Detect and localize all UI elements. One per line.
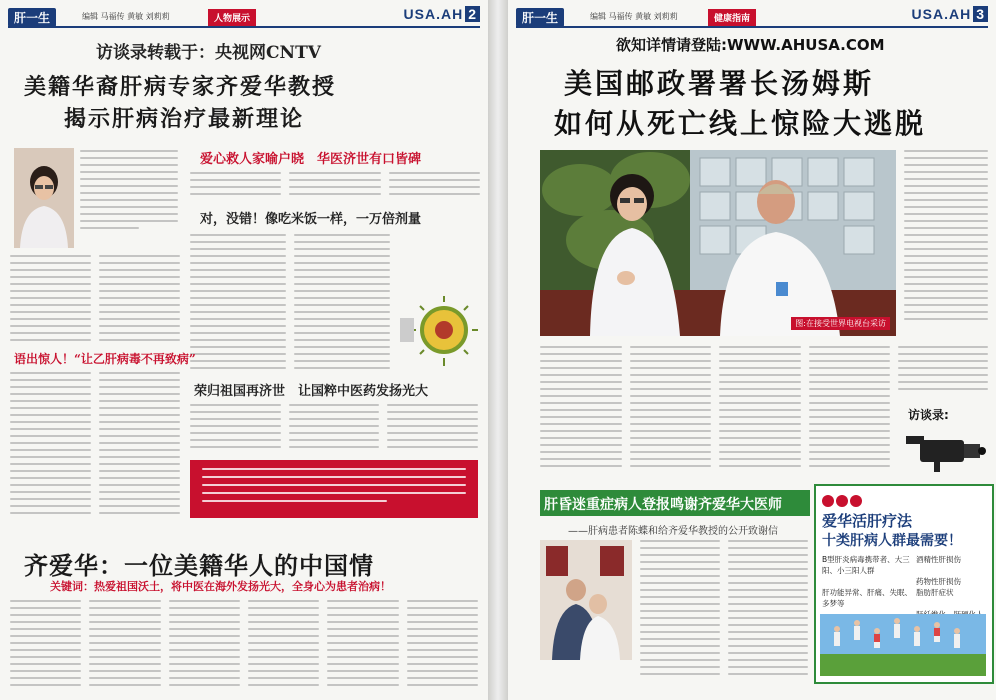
left-subheading-2: 对，没错！像吃米饭一样，一万倍剂量 xyxy=(200,212,422,227)
interview-photo xyxy=(540,150,896,336)
right-section-tag: 健康指南 xyxy=(708,9,756,26)
green-banner-subtitle: ——肝病患者陈蝶和给齐爱华教授的公开致谢信 xyxy=(568,526,778,537)
right-editor-line: 编辑 马福传 黄敏 刘莉莉 xyxy=(590,12,678,21)
contact-info-box xyxy=(190,460,478,518)
virus-cell-icon xyxy=(398,296,480,366)
left-body-text-right-lower xyxy=(190,404,478,452)
interview-scene-illustration xyxy=(540,150,896,336)
list-item-right: 脂肪肝症状 xyxy=(916,588,954,597)
professor-portrait-illustration xyxy=(14,148,74,248)
thank-you-letter-text xyxy=(640,540,808,688)
right-page-header-bar xyxy=(516,6,988,28)
therapy-list-row xyxy=(822,554,986,576)
photo-caption: 图:在接受世界电视台采访 xyxy=(791,317,890,330)
website-line: 欲知详情请登陆:WWW.AHUSA.COM xyxy=(616,36,885,54)
left-masthead xyxy=(404,6,480,22)
right-headline-2: 如何从死亡线上惊险大逃脱 xyxy=(554,107,927,140)
left-headline-1: 美籍华裔肝病专家齐爱华教授 xyxy=(24,74,337,100)
list-item-right: 药物性肝损伤 xyxy=(916,577,961,586)
left-body-text-lower xyxy=(10,372,180,522)
list-item-left xyxy=(822,576,916,587)
right-page-number: 3 xyxy=(973,6,988,22)
therapy-list-row xyxy=(822,576,986,587)
left-headline-2: 揭示肝病治疗最新理论 xyxy=(64,106,305,132)
contact-info-lines xyxy=(202,468,466,512)
red-dot-icons xyxy=(822,492,862,511)
left-editor-line: 编辑 马福传 黄敏 刘莉莉 xyxy=(82,12,170,21)
right-page xyxy=(508,0,996,700)
left-subheading-3: 荣归祖国再济世 让国粹中医药发扬光大 xyxy=(194,384,429,399)
therapy-title: 爱华活肝疗法 xyxy=(822,512,913,530)
left-bottom-keywords: 关键词：热爱祖国沃土，将中医在海外发扬光大，全身心为患者治病！ xyxy=(50,580,391,593)
left-subheading-1: 爱心救人家喻户晓 华医济世有口皆碑 xyxy=(200,152,422,167)
list-item-left: B型肝炎病毒携带者、大三阳、小三阳人群 xyxy=(822,555,910,575)
interview-label: 访谈录: xyxy=(908,408,949,422)
therapy-ad-box xyxy=(814,484,994,684)
jumping-people-photo xyxy=(820,614,986,676)
patient-scene-illustration xyxy=(540,540,632,660)
interview-source: 访谈录转载于：央视网CNTV xyxy=(96,43,321,63)
left-body-text-top xyxy=(190,172,480,200)
left-page-header-bar xyxy=(8,6,480,28)
camera-drawing xyxy=(900,426,986,474)
green-banner-text: 肝昏迷重症病人登报鸣谢齐爱华大医师 xyxy=(544,497,782,513)
jumping-people-illustration xyxy=(820,614,986,676)
left-page xyxy=(0,0,488,700)
list-item-left: 肝功能异常、肝痛、失眠、多梦等 xyxy=(822,588,912,608)
left-page-number: 2 xyxy=(465,6,480,22)
left-bottom-headline: 齐爱华：一位美籍华人的中国情 xyxy=(24,551,374,580)
list-item-right: 酒精性肝损伤 xyxy=(916,555,961,564)
therapy-list-row xyxy=(822,587,986,609)
left-body-text-center xyxy=(190,234,390,374)
therapy-subtitle: 十类肝病人群最需要！ xyxy=(822,533,962,549)
left-bottom-body-text xyxy=(10,600,478,694)
right-side-column-text xyxy=(904,150,988,340)
video-camera-icon xyxy=(900,426,986,474)
left-body-text-middle xyxy=(10,255,180,345)
page-gutter xyxy=(488,0,508,700)
left-logo: 肝一生 xyxy=(8,8,56,27)
right-headline-1: 美国邮政署署长汤姆斯 xyxy=(564,67,875,100)
right-masthead-text: USA.AH xyxy=(911,6,972,22)
intro-text-block xyxy=(80,150,178,242)
left-quote: 语出惊人！“让乙肝病毒不再致病” xyxy=(14,352,196,366)
professor-photo xyxy=(14,148,74,248)
right-logo: 肝一生 xyxy=(516,8,564,27)
right-masthead xyxy=(912,6,988,22)
patient-photo xyxy=(540,540,632,660)
left-section-tag: 人物展示 xyxy=(208,9,256,26)
cell-illustration xyxy=(398,296,480,366)
left-masthead-text: USA.AH xyxy=(403,6,464,22)
